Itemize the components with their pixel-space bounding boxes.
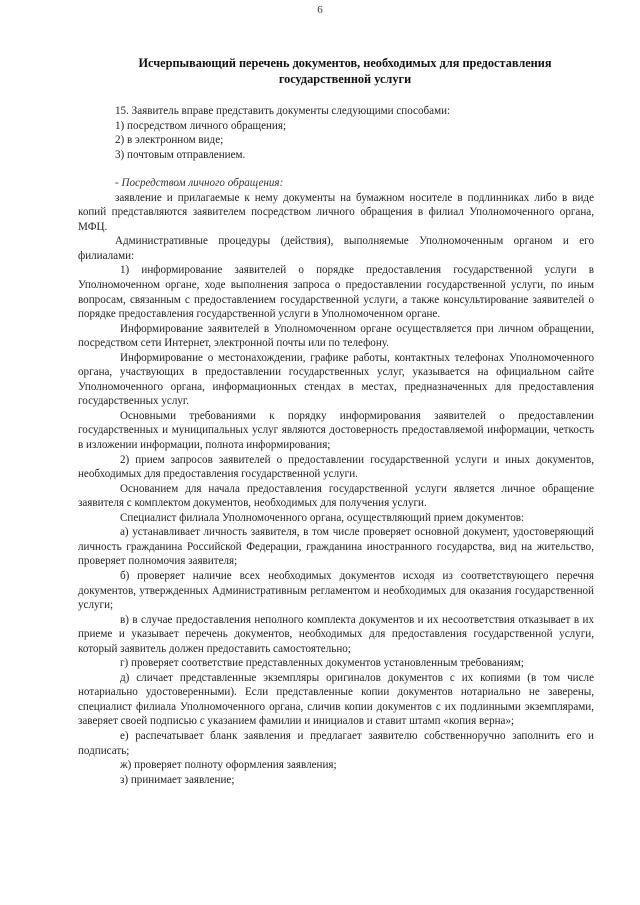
paragraph: е) распечатывает бланк заявления и предлагает заявителю собственноручно заполнить его и подписать;: [78, 729, 594, 757]
paragraph: б) проверяет наличие всех необходимых документов исходя из соответствующего перечня документов, утвержденных Административным регламентом и необходимых для оказания государственной услуги;: [78, 569, 594, 612]
paragraph: 2) прием запросов заявителей о предоставлении государственной услуги и иных документов, необходимых для предоставления государственной услуги.: [78, 453, 594, 481]
paragraph: Основными требованиями к порядку информирования заявителей о предоставлении государственных и муниципальных услуг являются достоверность предоставляемой информации, четкость в изложении информации, полнота информирования;: [78, 409, 594, 452]
paragraph: а) устанавливает личность заявителя, в том числе проверяет основной документ, удостоверяющий личность гражданина Российской Федерации, гражданина иностранного государства, вид на жительство, проверяет полномочия заявителя;: [78, 526, 594, 568]
paragraph: з) принимает заявление;: [120, 773, 235, 786]
page-number: 6: [317, 4, 323, 16]
paragraph: Информирование заявителей в Уполномоченном органе осуществляется при личном обращении, посредством сети Интернет, электронной почты или по телефону.: [78, 322, 594, 350]
document-body: [78, 104, 594, 787]
paragraph: Основанием для начала предоставления государственной услуги является личное обращение заявителя с комплектом документов, необходимых для получения услуги.: [78, 482, 594, 510]
paragraph: 1) информирование заявителей о порядке предоставления государственной услуги в Уполномоченном органе, ходе выполнения запроса о предоставлении государственной услуги, по иным вопросам, связанным с предоставлением государственной услуги, а также консультирование заявителей о порядке предоставления государственной услуги в Уполномоченном органе.: [78, 264, 594, 321]
paragraph: - Посредством личного обращения:: [115, 177, 284, 190]
paragraph: ж) проверяет полноту оформления заявления;: [120, 759, 337, 772]
paragraph: г) проверяет соответствие представленных документов установленным требованиям;: [120, 657, 524, 670]
paragraph: Административные процедуры (действия), выполняемые Уполномоченным органом и его филиалами:: [78, 235, 594, 262]
paragraph: Специалист филиала Уполномоченного органа, осуществляющий прием документов:: [120, 511, 525, 524]
paragraph: 3) почтовым отправлением.: [115, 148, 246, 161]
paragraph: 1) посредством личного обращения;: [115, 119, 287, 132]
paragraph: д) сличает представленные экземпляры оригиналов документов с их копиями (в том числе нотариально удостоверенными). Если представленные копии документов нотариально не заверены, специалист филиала Уполномоченного органа, сличив копии документов с их подлинными экземплярами, заверяет своей подписью с указанием фамилии и инициалов и ставит штамп «копия верна»;: [78, 671, 594, 728]
paragraph: заявление и прилагаемые к нему документы на бумажном носителе в подлинниках либо в виде копий представляются заявителем посредством личного обращения в филиал Уполномоченного органа, МФЦ.: [78, 191, 594, 233]
paragraph: 2) в электронном виде;: [115, 134, 224, 147]
paragraph: 15. Заявитель вправе представить документы следующими способами:: [115, 105, 451, 117]
paragraph: Информирование о местонахождении, графике работы, контактных телефонах Уполномоченного органа, участвующих в предоставлении государственных услуг, указывается на официальном сайте Уполномоченного органа, информационных стендах в местах, предназначенных для предоставления государственных услуг.: [78, 351, 594, 408]
section-title: Исчерпывающий перечень документов, необходимых для предоставления государственной услуги: [138, 56, 552, 86]
paragraph: в) в случае предоставления неполного комплекта документов и их несоответствия отказывает в их приеме и указывает перечень документов, необходимых для предоставления государственной услуги, который заявитель должен предоставить самостоятельно;: [78, 613, 594, 655]
